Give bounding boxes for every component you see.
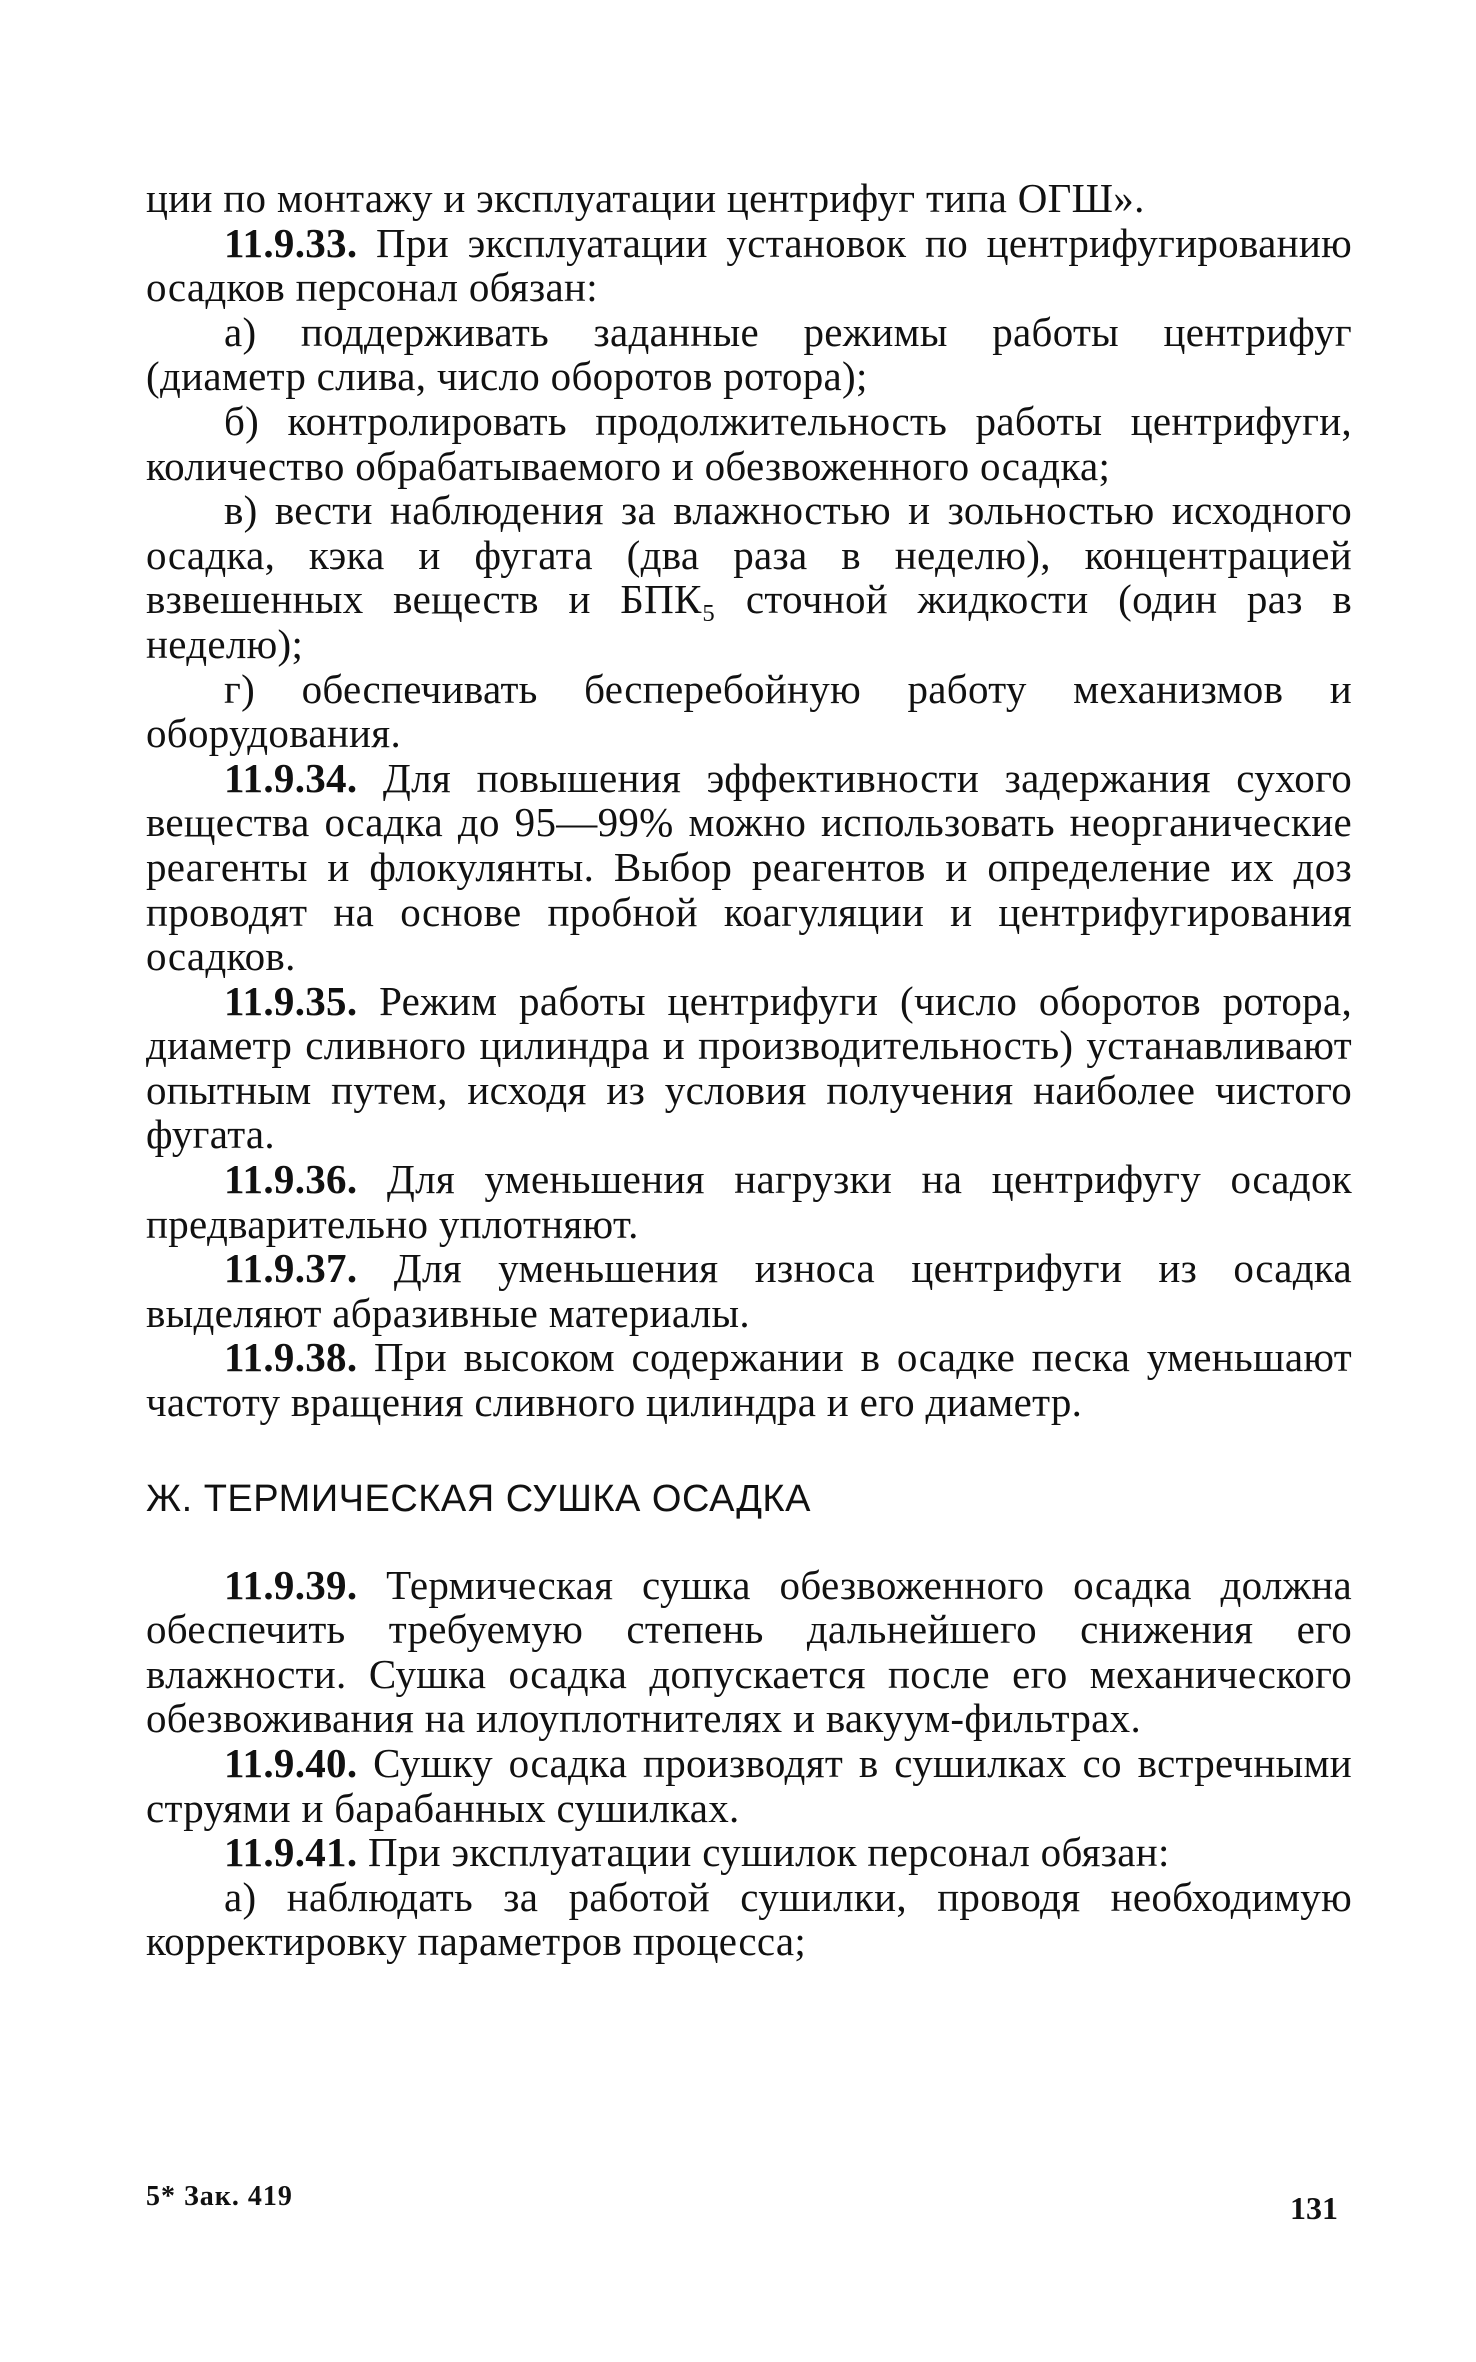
clause-number: 11.9.41. [224,1829,358,1876]
list-item: г) обеспечивать бесперебойную работу механизмов и оборудования. [146,665,1352,757]
paragraph [146,979,1352,1157]
clause-number: 11.9.34. [224,754,358,801]
page-number: 131 [1290,2190,1338,2226]
printer-signature: 5* Зак. 419 [146,2181,293,2212]
paragraph [146,1335,1352,1424]
section-heading: Ж. ТЕРМИЧЕСКАЯ СУШКА ОСАДКА [146,1477,811,1520]
paragraphs-top [146,176,1352,1425]
paragraph-text: Режим работы центрифуги (число оборотов ротора, диаметр сливного цилиндра и производительность) устанавливают опытным путем, исходя из условия получения наиболее чистого фугата. [146,977,1352,1158]
clause-number: 11.9.39. [224,1561,358,1608]
list-item: б) контролировать продолжительность работы центрифуги, количество обрабатываемого и обезвоженного осадка; [146,397,1352,489]
paragraph [146,756,1352,979]
paragraphs-bottom [146,1563,1352,1964]
paragraph: ции по монтажу и эксплуатации центрифуг типа ОГШ». [146,175,1145,221]
clause-number: 11.9.36. [224,1156,358,1203]
paragraph-text: При эксплуатации установок по центрифугированию осадков персонал обязан: [146,219,1352,311]
paragraph [146,221,1352,310]
clause-number: 11.9.38. [224,1334,358,1381]
paragraph [146,1563,1352,1741]
paragraph-text: При эксплуатации сушилок персонал обязан: [357,1829,1170,1876]
paragraph-text: Для уменьшения нагрузки на центрифугу осадок предварительно уплотняют. [146,1156,1352,1247]
clause-number: 11.9.37. [224,1245,358,1292]
paragraph-text: При высоком содержании в осадке песка уменьшают частоту вращения сливного цилиндра и его диаметр. [146,1334,1352,1426]
paragraph [146,1830,1352,1875]
clause-number: 11.9.35. [224,977,358,1024]
list-item: а) наблюдать за работой сушилки, проводя необходимую корректировку параметров процесса; [146,1873,1352,1965]
list-item: а) поддерживать заданные режимы работы центрифуг (диаметр слива, число оборотов ротора); [146,308,1352,400]
paragraph-text: Сушку осадка производят в сушилках со встречными струями и барабанных сушилках. [146,1740,1352,1831]
paragraph [146,1741,1352,1830]
paragraph [146,1157,1352,1246]
paragraph-text: Для уменьшения износа центрифуги из осадка выделяют абразивные материалы. [146,1245,1352,1336]
body-text [146,176,1352,1964]
paragraph-text: Для повышения эффективности задержания сухого вещества осадка до 95—99% можно использовать неорганические реагенты и флокулянты. Выбор реагентов и определение их доз проводят на основе пробной коагуляции и центрифугирования осадков. [146,754,1352,980]
clause-number: 11.9.40. [224,1740,358,1786]
paragraph-text: Термическая сушка обезвоженного осадка должна обеспечить требуемую степень дальнейшего снижения его влажности. Сушка осадка допускается после его механического обезвоживания на илоуплотнителях и вакуум-фильтрах. [146,1561,1352,1742]
paragraph [146,1246,1352,1335]
clause-number: 11.9.33. [224,219,358,266]
list-item: в) вести наблюдения за влажностью и зольностью исходного осадка, кэка и фугата (два раза в неделю), концентрацией взвешенных веществ и БПК₅ сточной жидкости (один раз в неделю); [146,487,1352,667]
